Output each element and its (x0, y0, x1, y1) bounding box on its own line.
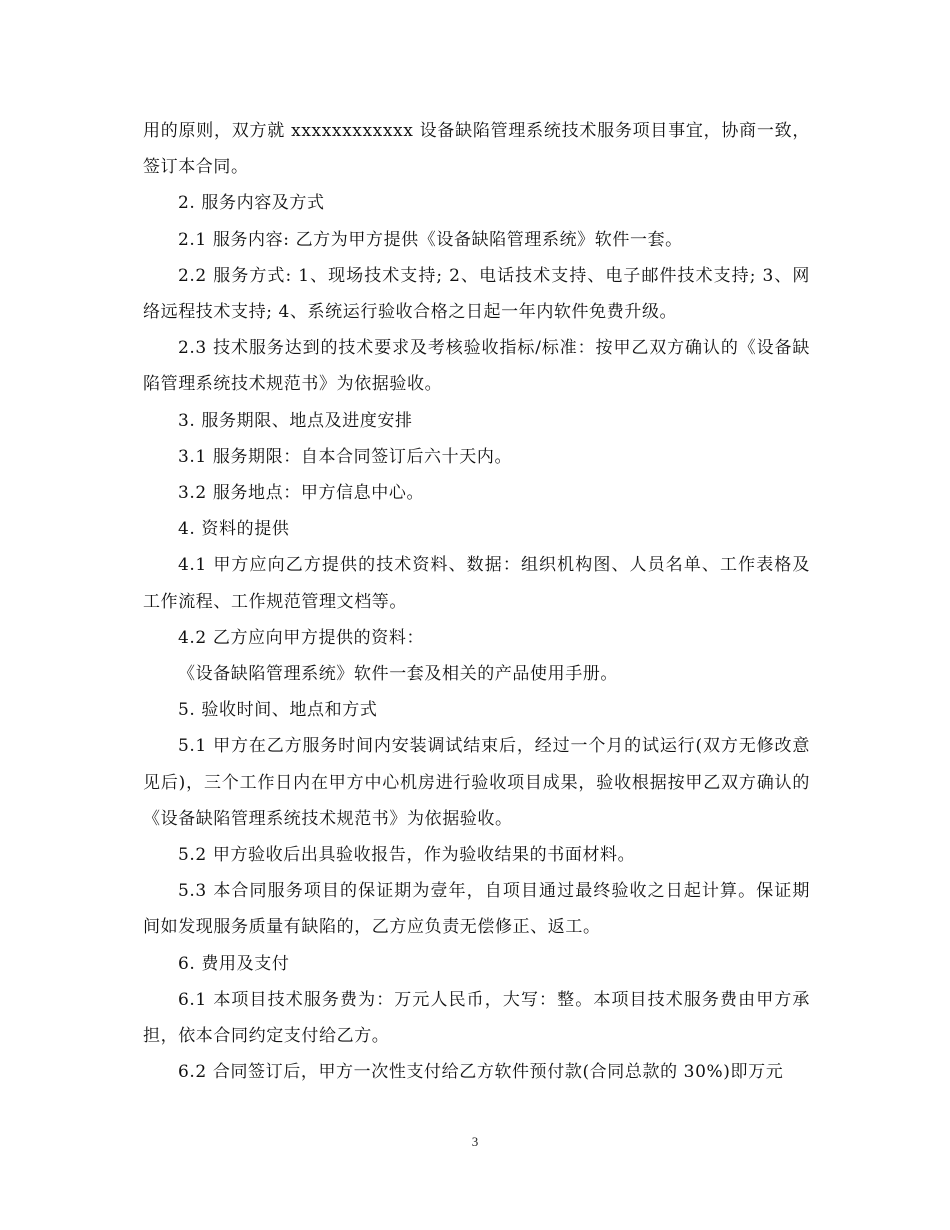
clause-2-1: 2.1 服务内容: 乙方为甲方提供《设备缺陷管理系统》软件一套。 (178, 229, 683, 250)
clause-2-3: 2.3 技术服务达到的技术要求及考核验收指标/标准：按甲乙双方确认的《设备缺陷管理系统技术规范书》为依据验收。 (143, 338, 810, 395)
clause-5-1: 5.1 甲方在乙方服务时间内安装调试结束后，经过一个月的试运行(双方无修改意见后)，三个工作日内在甲方中心机房进行验收项目成果，验收根据按甲乙双方确认的《设备缺陷管理系统技术规范书》为依据验收。 (143, 736, 810, 829)
clause-3-1: 3.1 服务期限：自本合同签订后六十天内。 (178, 446, 513, 467)
clause-6-2: 6.2 合同签订后，甲方一次性支付给乙方软件预付款(合同总款的 30%)即万元 (178, 1062, 784, 1083)
section-heading-acceptance: 5. 验收时间、地点和方式 (178, 700, 378, 721)
clause-4-2-detail: 《设备缺陷管理系统》软件一套及相关的产品使用手册。 (178, 664, 618, 685)
clause-3-2: 3.2 服务地点：甲方信息中心。 (178, 483, 425, 504)
clause-6-1: 6.1 本项目技术服务费为：万元人民币，大写：整。本项目技术服务费由甲方承担，依本合同约定支付给乙方。 (143, 989, 810, 1047)
section-heading-service-period: 3. 服务期限、地点及进度安排 (178, 410, 413, 431)
clause-2-2: 2.2 服务方式: 1、现场技术支持; 2、电话技术支持、电子邮件技术支持; 3、网络远程技术支持; 4、系统运行验收合格之日起一年内软件免费升级。 (143, 265, 810, 323)
clause-4-2: 4.2 乙方应向甲方提供的资料： (178, 627, 425, 648)
clause-4-1: 4.1 甲方应向乙方提供的技术资料、数据：组织机构图、人员名单、工作表格及工作流程、工作规范管理文档等。 (143, 555, 810, 612)
document-body (143, 113, 810, 1090)
paragraph-intro-continuation: 用的原则，双方就 xxxxxxxxxxxx 设备缺陷管理系统技术服务项目事宜，协商一致，签订本合同。 (143, 121, 810, 178)
section-heading-materials: 4. 资料的提供 (178, 519, 290, 540)
clause-5-2: 5.2 甲方验收后出具验收报告，作为验收结果的书面材料。 (178, 845, 636, 866)
page-number: 3 (471, 1134, 479, 1149)
section-heading-fees: 6. 费用及支付 (178, 953, 290, 974)
clause-5-3: 5.3 本合同服务项目的保证期为壹年，自项目通过最终验收之日起计算。保证期间如发现服务质量有缺陷的，乙方应负责无偿修正、返工。 (143, 881, 810, 938)
section-heading-service-content: 2. 服务内容及方式 (178, 193, 325, 214)
